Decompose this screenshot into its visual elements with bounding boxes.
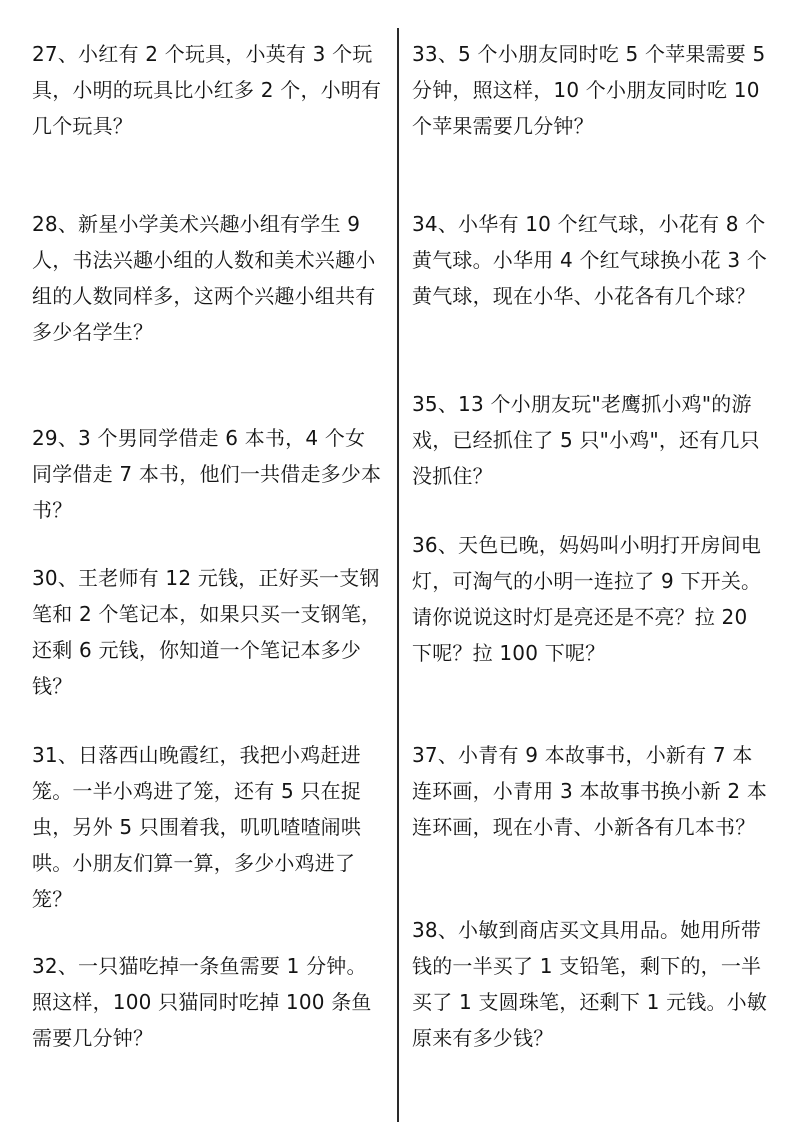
problem-36: 36、天色已晚，妈妈叫小明打开房间电灯，可淘气的小明一连拉了 9 下开关。请你说说这时灯是亮还是不亮？拉 20 下呢？拉 100 下呢？ <box>412 533 762 665</box>
problem-37: 37、小青有 9 本故事书，小新有 7 本连环画，小青用 3 本故事书换小新 2 本连环画，现在小青、小新各有几本书？ <box>412 743 768 839</box>
problem-33: 33、5 个小朋友同时吃 5 个苹果需要 5 分钟，照这样，10 个小朋友同时吃 10 个苹果需要几分钟？ <box>412 42 766 138</box>
problem-32: 32、一只猫吃掉一条鱼需要 1 分钟。照这样，100 只猫同时吃掉 100 条鱼需要几分钟？ <box>32 954 372 1050</box>
column-divider <box>397 28 399 1122</box>
problem-38: 38、小敏到商店买文具用品。她用所带钱的一半买了 1 支铅笔，剩下的，一半买了 1 支圆珠笔，还剩下 1 元钱。小敏原来有多少钱？ <box>412 918 768 1050</box>
problem-34: 34、小华有 10 个红气球，小花有 8 个黄气球。小华用 4 个红气球换小花 3 个黄气球，现在小华、小花各有几个球？ <box>412 212 768 308</box>
problem-28: 28、新星小学美术兴趣小组有学生 9 人，书法兴趣小组的人数和美术兴趣小组的人数同样多，这两个兴趣小组共有多少名学生？ <box>32 212 376 344</box>
problem-31: 31、日落西山晚霞红，我把小鸡赶进笼。一半小鸡进了笼，还有 5 只在捉虫，另外 5 只围着我，叽叽喳喳闹哄哄。小朋友们算一算，多少小鸡进了笼？ <box>32 743 362 911</box>
problem-27: 27、小红有 2 个玩具，小英有 3 个玩具，小明的玩具比小红多 2 个，小明有几个玩具？ <box>32 42 382 138</box>
problem-30: 30、王老师有 12 元钱，正好买一支钢笔和 2 个笔记本，如果只买一支钢笔，还剩 6 元钱，你知道一个笔记本多少钱？ <box>32 566 382 698</box>
problem-35: 35、13 个小朋友玩"老鹰抓小鸡"的游戏，已经抓住了 5 只"小鸡"，还有几只没抓住？ <box>412 392 760 488</box>
problem-29: 29、3 个男同学借走 6 本书，4 个女同学借走 7 本书，他们一共借走多少本书？ <box>32 426 382 522</box>
